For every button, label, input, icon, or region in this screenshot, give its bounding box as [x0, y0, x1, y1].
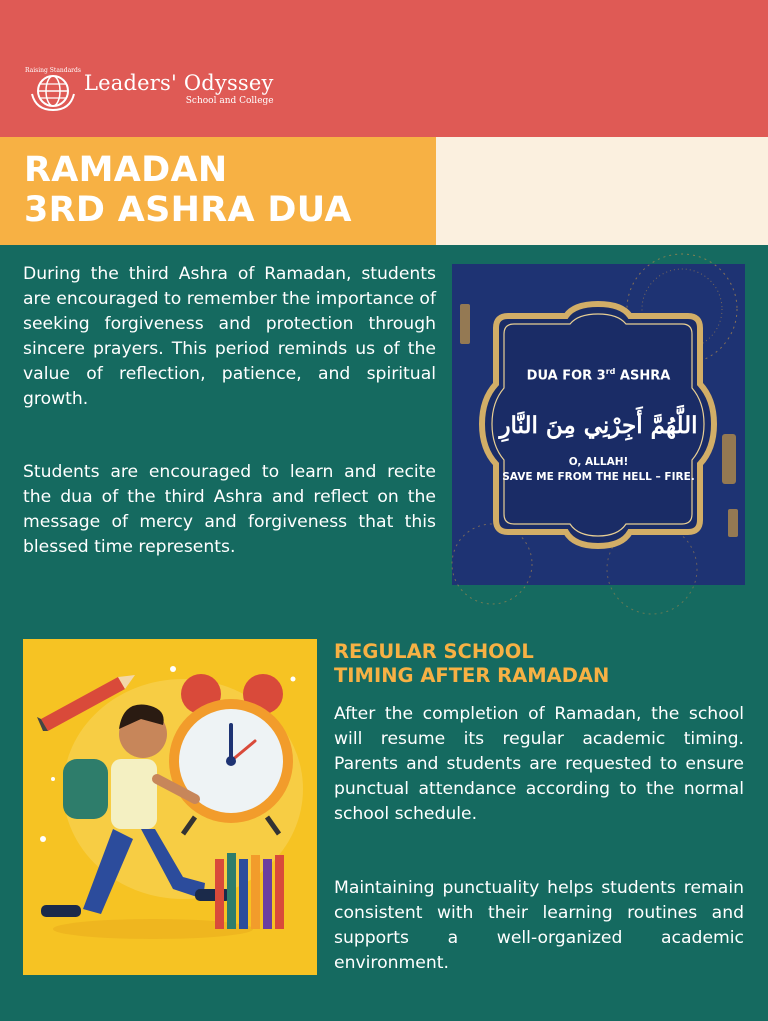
section1-paragraph-2: Students are encouraged to learn and recite the dua of the third Ashra and reflect on the message of mercy and forgiveness that this blessed time represents.	[23, 462, 436, 557]
logo-name: Leaders' Odyssey	[84, 71, 274, 95]
dua-card-image	[452, 264, 745, 585]
student-clock-illustration	[23, 639, 317, 975]
school-logo[interactable]	[25, 64, 274, 114]
section1-paragraph-1: During the third Ashra of Ramadan, students are encouraged to remember the importance of seeking forgiveness and protection through sincere prayers. This period reminds us of the value of reflection, patience, and spiritual growth.	[23, 264, 436, 409]
title-line-1: RAMADAN	[24, 150, 228, 190]
svg-text:Raising Standards: Raising Standards	[25, 67, 81, 74]
student-illustration-art	[23, 639, 317, 975]
logo-subtitle: School and College	[185, 96, 274, 106]
header-band	[0, 0, 768, 137]
section2-heading-line-2: TIMING AFTER RAMADAN	[334, 664, 610, 687]
dua-translation-line-2: SAVE ME FROM THE HELL – FIRE.	[502, 471, 695, 483]
title-line-2: 3RD ASHRA DUA	[24, 190, 352, 230]
dua-arabic-text: اللَّهُمَّ أَجِرْنِي مِنَ النَّارِ	[499, 412, 698, 439]
section2-heading	[334, 640, 609, 688]
page-title	[24, 150, 352, 230]
section2-heading-line-1: REGULAR SCHOOL	[334, 640, 534, 663]
dua-translation-line-1: O, ALLAH!	[568, 456, 629, 468]
section2-paragraph-2: Maintaining punctuality helps students remain consistent with their learning routines and supports a well-organized academic environment.	[334, 878, 744, 973]
dua-heading: DUA FOR 3rd ASHRA	[526, 367, 671, 384]
cream-band	[436, 137, 768, 245]
globe-logo-icon	[25, 64, 81, 114]
section2-paragraph-1: After the completion of Ramadan, the school will resume its regular academic timing. Parents and students are requested to ensure punctual attendance according to the normal school schedule.	[334, 704, 744, 824]
